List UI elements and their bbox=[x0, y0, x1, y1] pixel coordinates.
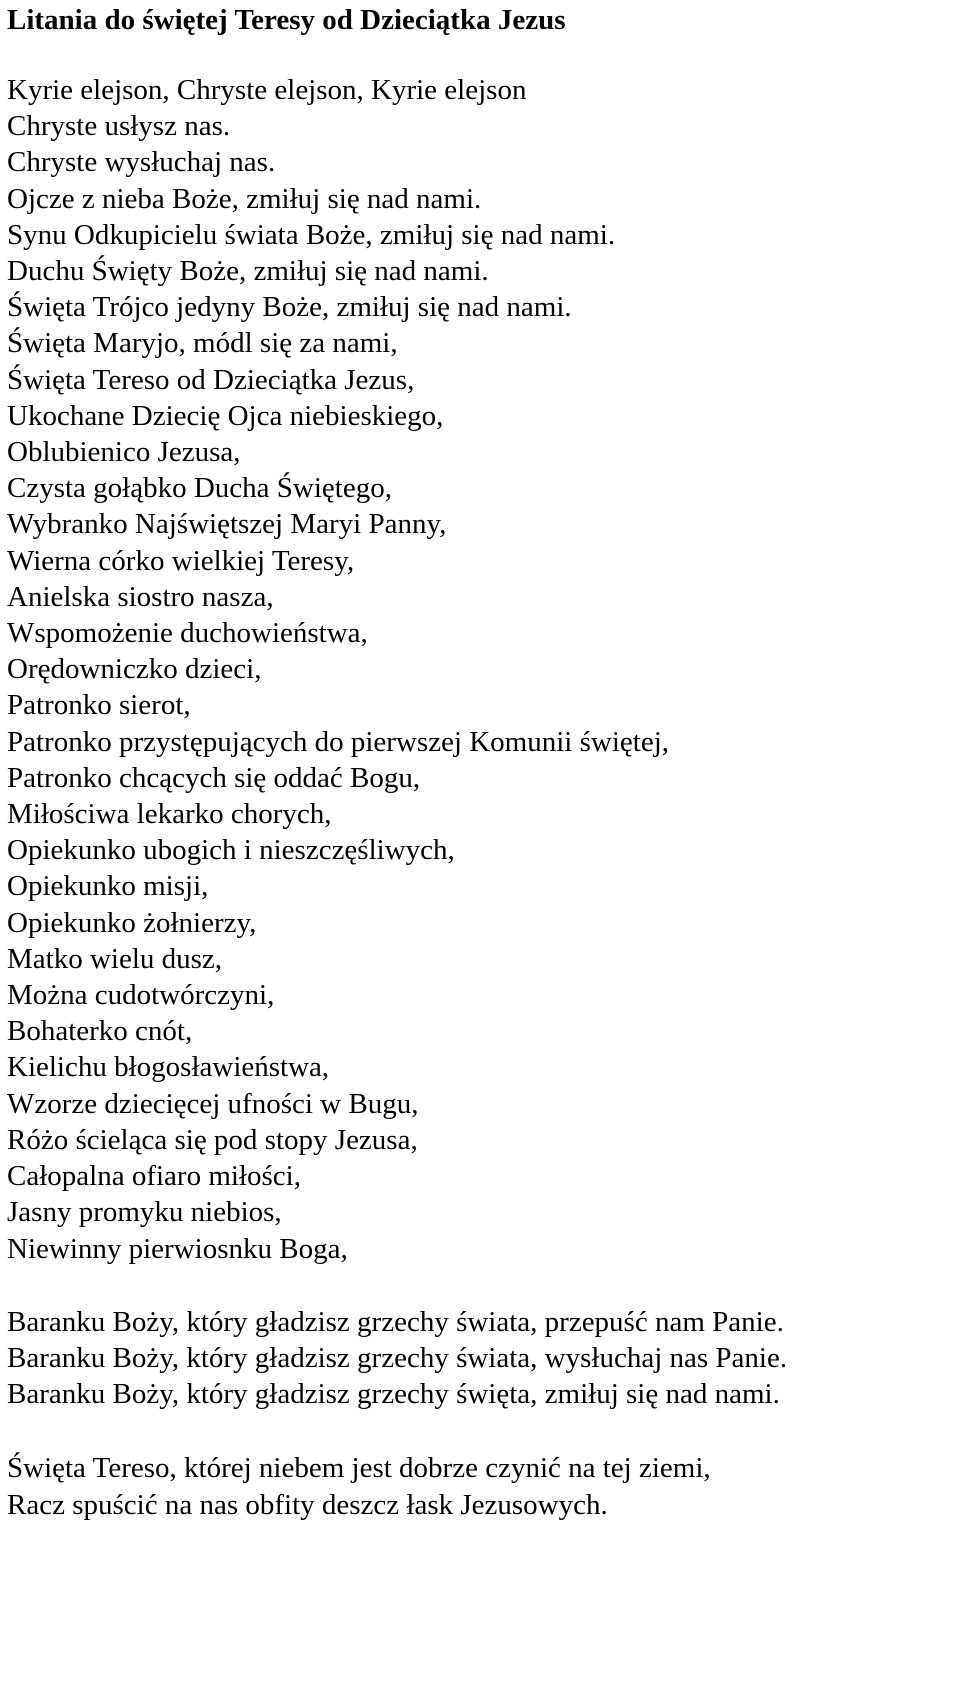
agnus-dei-section bbox=[7, 1304, 957, 1413]
agnus-dei-line: Baranku Boży, który gładzisz grzechy świata, przepuść nam Panie. bbox=[7, 1305, 784, 1338]
invocation-line: Orędowniczko dzieci, bbox=[7, 653, 262, 686]
invocation-line: Wspomożenie duchowieństwa, bbox=[7, 617, 368, 650]
invocation-line: Kyrie elejson, Chryste elejson, Kyrie elejson bbox=[7, 74, 527, 106]
invocation-line: Całopalna ofiaro miłości, bbox=[7, 1160, 301, 1193]
litany-page bbox=[7, 0, 957, 1523]
invocation-line: Święta Tereso od Dzieciątka Jezus, bbox=[7, 363, 415, 396]
invocation-line: Chryste usłysz nas. bbox=[7, 110, 231, 143]
invocation-line: Święta Maryjo, módl się za nami, bbox=[7, 327, 398, 360]
invocation-line: Święta Trójco jedyny Boże, zmiłuj się nad nami. bbox=[7, 291, 572, 324]
invocation-line: Kielichu błogosławieństwa, bbox=[7, 1051, 330, 1084]
invocation-line: Miłościwa lekarko chorych, bbox=[7, 798, 332, 831]
invocation-line: Patronko sierot, bbox=[7, 689, 191, 722]
litany-invocations bbox=[7, 72, 957, 1267]
invocation-line: Można cudotwórczyni, bbox=[7, 979, 275, 1012]
invocation-line: Patronko chcących się oddać Bogu, bbox=[7, 761, 421, 794]
invocation-line: Anielska siostro nasza, bbox=[7, 580, 274, 613]
invocation-line: Oblubienico Jezusa, bbox=[7, 436, 241, 469]
invocation-line: Wierna córko wielkiej Teresy, bbox=[7, 544, 355, 577]
invocation-line: Niewinny pierwiosnku Boga, bbox=[7, 1232, 348, 1265]
invocation-line: Duchu Święty Boże, zmiłuj się nad nami. bbox=[7, 255, 489, 288]
invocation-line: Opiekunko ubogich i nieszczęśliwych, bbox=[7, 834, 455, 867]
invocation-line: Wybranko Najświętszej Maryi Panny, bbox=[7, 508, 447, 541]
invocation-line: Opiekunko żołnierzy, bbox=[7, 906, 257, 939]
agnus-dei-line: Baranku Boży, który gładzisz grzechy święta, zmiłuj się nad nami. bbox=[7, 1378, 780, 1411]
invocation-line: Czysta gołąbko Ducha Świętego, bbox=[7, 472, 392, 505]
invocation-line: Bohaterko cnót, bbox=[7, 1015, 193, 1048]
invocation-line: Ojcze z nieba Boże, zmiłuj się nad nami. bbox=[7, 182, 482, 215]
document-title: Litania do świętej Teresy od Dzieciątka Jezus bbox=[7, 4, 566, 36]
invocation-line: Chryste wysłuchaj nas. bbox=[7, 146, 276, 179]
closing-line: Racz spuścić na nas obfity deszcz łask Jezusowych. bbox=[7, 1488, 608, 1521]
invocation-line: Matko wielu dusz, bbox=[7, 942, 223, 975]
closing-prayer bbox=[7, 1450, 957, 1522]
invocation-line: Różo ścieląca się pod stopy Jezusa, bbox=[7, 1123, 418, 1156]
invocation-line: Jasny promyku niebios, bbox=[7, 1196, 282, 1229]
closing-line: Święta Tereso, której niebem jest dobrze czynić na tej ziemi, bbox=[7, 1452, 711, 1485]
invocation-line: Wzorze dziecięcej ufności w Bugu, bbox=[7, 1087, 419, 1120]
invocation-line: Synu Odkupicielu świata Boże, zmiłuj się nad nami. bbox=[7, 218, 616, 251]
invocation-line: Ukochane Dziecię Ojca niebieskiego, bbox=[7, 399, 444, 432]
agnus-dei-line: Baranku Boży, który gładzisz grzechy świata, wysłuchaj nas Panie. bbox=[7, 1341, 788, 1374]
invocation-line: Patronko przystępujących do pierwszej Komunii świętej, bbox=[7, 725, 670, 758]
invocation-line: Opiekunko misji, bbox=[7, 870, 209, 903]
